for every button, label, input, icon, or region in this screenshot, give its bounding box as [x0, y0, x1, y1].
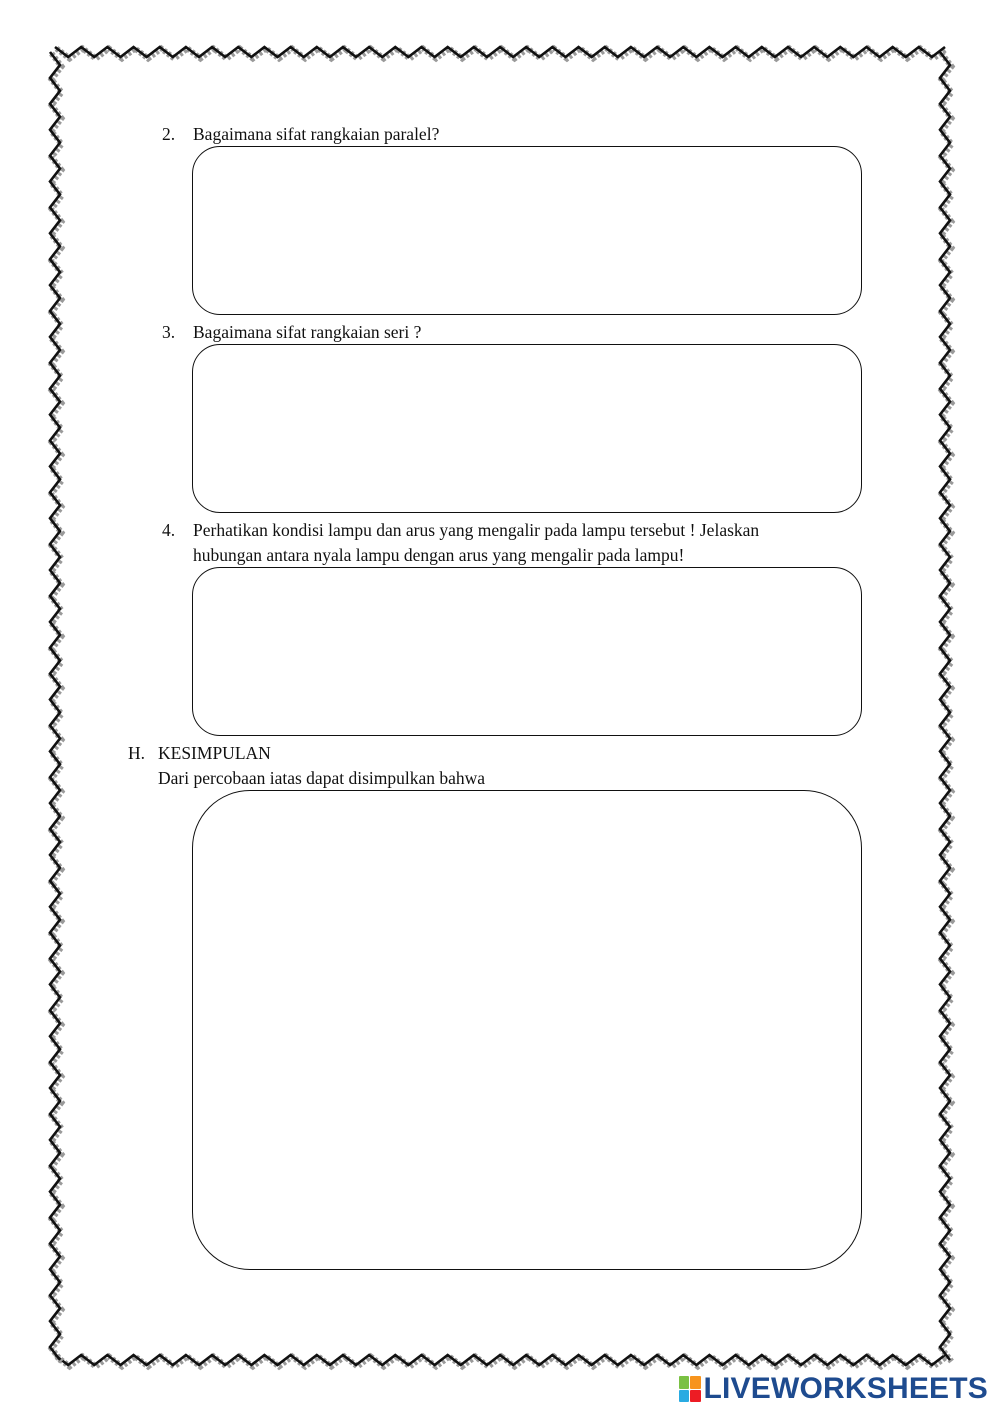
conclusion-prompt-text: Dari percobaan iatas dapat disimpulkan bahwa	[158, 768, 486, 788]
question-4-text-line1: Perhatikan kondisi lampu dan arus yang mengalir pada lampu tersebut ! Jelaskan	[193, 520, 760, 540]
section-h-title: KESIMPULAN	[158, 743, 271, 763]
answer-box-question-3[interactable]	[192, 344, 862, 513]
section-h-prompt	[158, 766, 485, 791]
liveworksheets-logo-text: LIVEWORKSHEETS	[703, 1372, 988, 1405]
answer-box-conclusion[interactable]	[192, 790, 862, 1270]
logo-mark-square-2	[690, 1376, 701, 1389]
question-2-text: Bagaimana sifat rangkaian paralel?	[193, 124, 440, 144]
question-2-number: 2.	[162, 124, 176, 144]
logo-mark-square-4	[690, 1390, 701, 1403]
question-4-continuation	[193, 543, 684, 568]
question-3-number: 3.	[162, 322, 176, 342]
answer-input-question-3[interactable]	[193, 345, 861, 512]
logo-mark-square-1	[679, 1376, 690, 1389]
section-h-letter: H.	[128, 743, 146, 763]
logo-mark-square-3	[679, 1390, 690, 1403]
liveworksheets-logo-icon	[679, 1376, 701, 1402]
answer-input-question-2[interactable]	[193, 147, 861, 314]
question-4-number: 4.	[162, 520, 176, 540]
answer-box-question-2[interactable]	[192, 146, 862, 315]
answer-box-question-4[interactable]	[192, 567, 862, 736]
question-4-text-line2: hubungan antara nyala lampu dengan arus yang mengalir pada lampu!	[193, 545, 685, 565]
question-3-text: Bagaimana sifat rangkaian seri ?	[193, 322, 422, 342]
answer-input-conclusion[interactable]	[193, 791, 861, 1269]
liveworksheets-logo	[679, 1372, 989, 1406]
answer-input-question-4[interactable]	[193, 568, 861, 735]
